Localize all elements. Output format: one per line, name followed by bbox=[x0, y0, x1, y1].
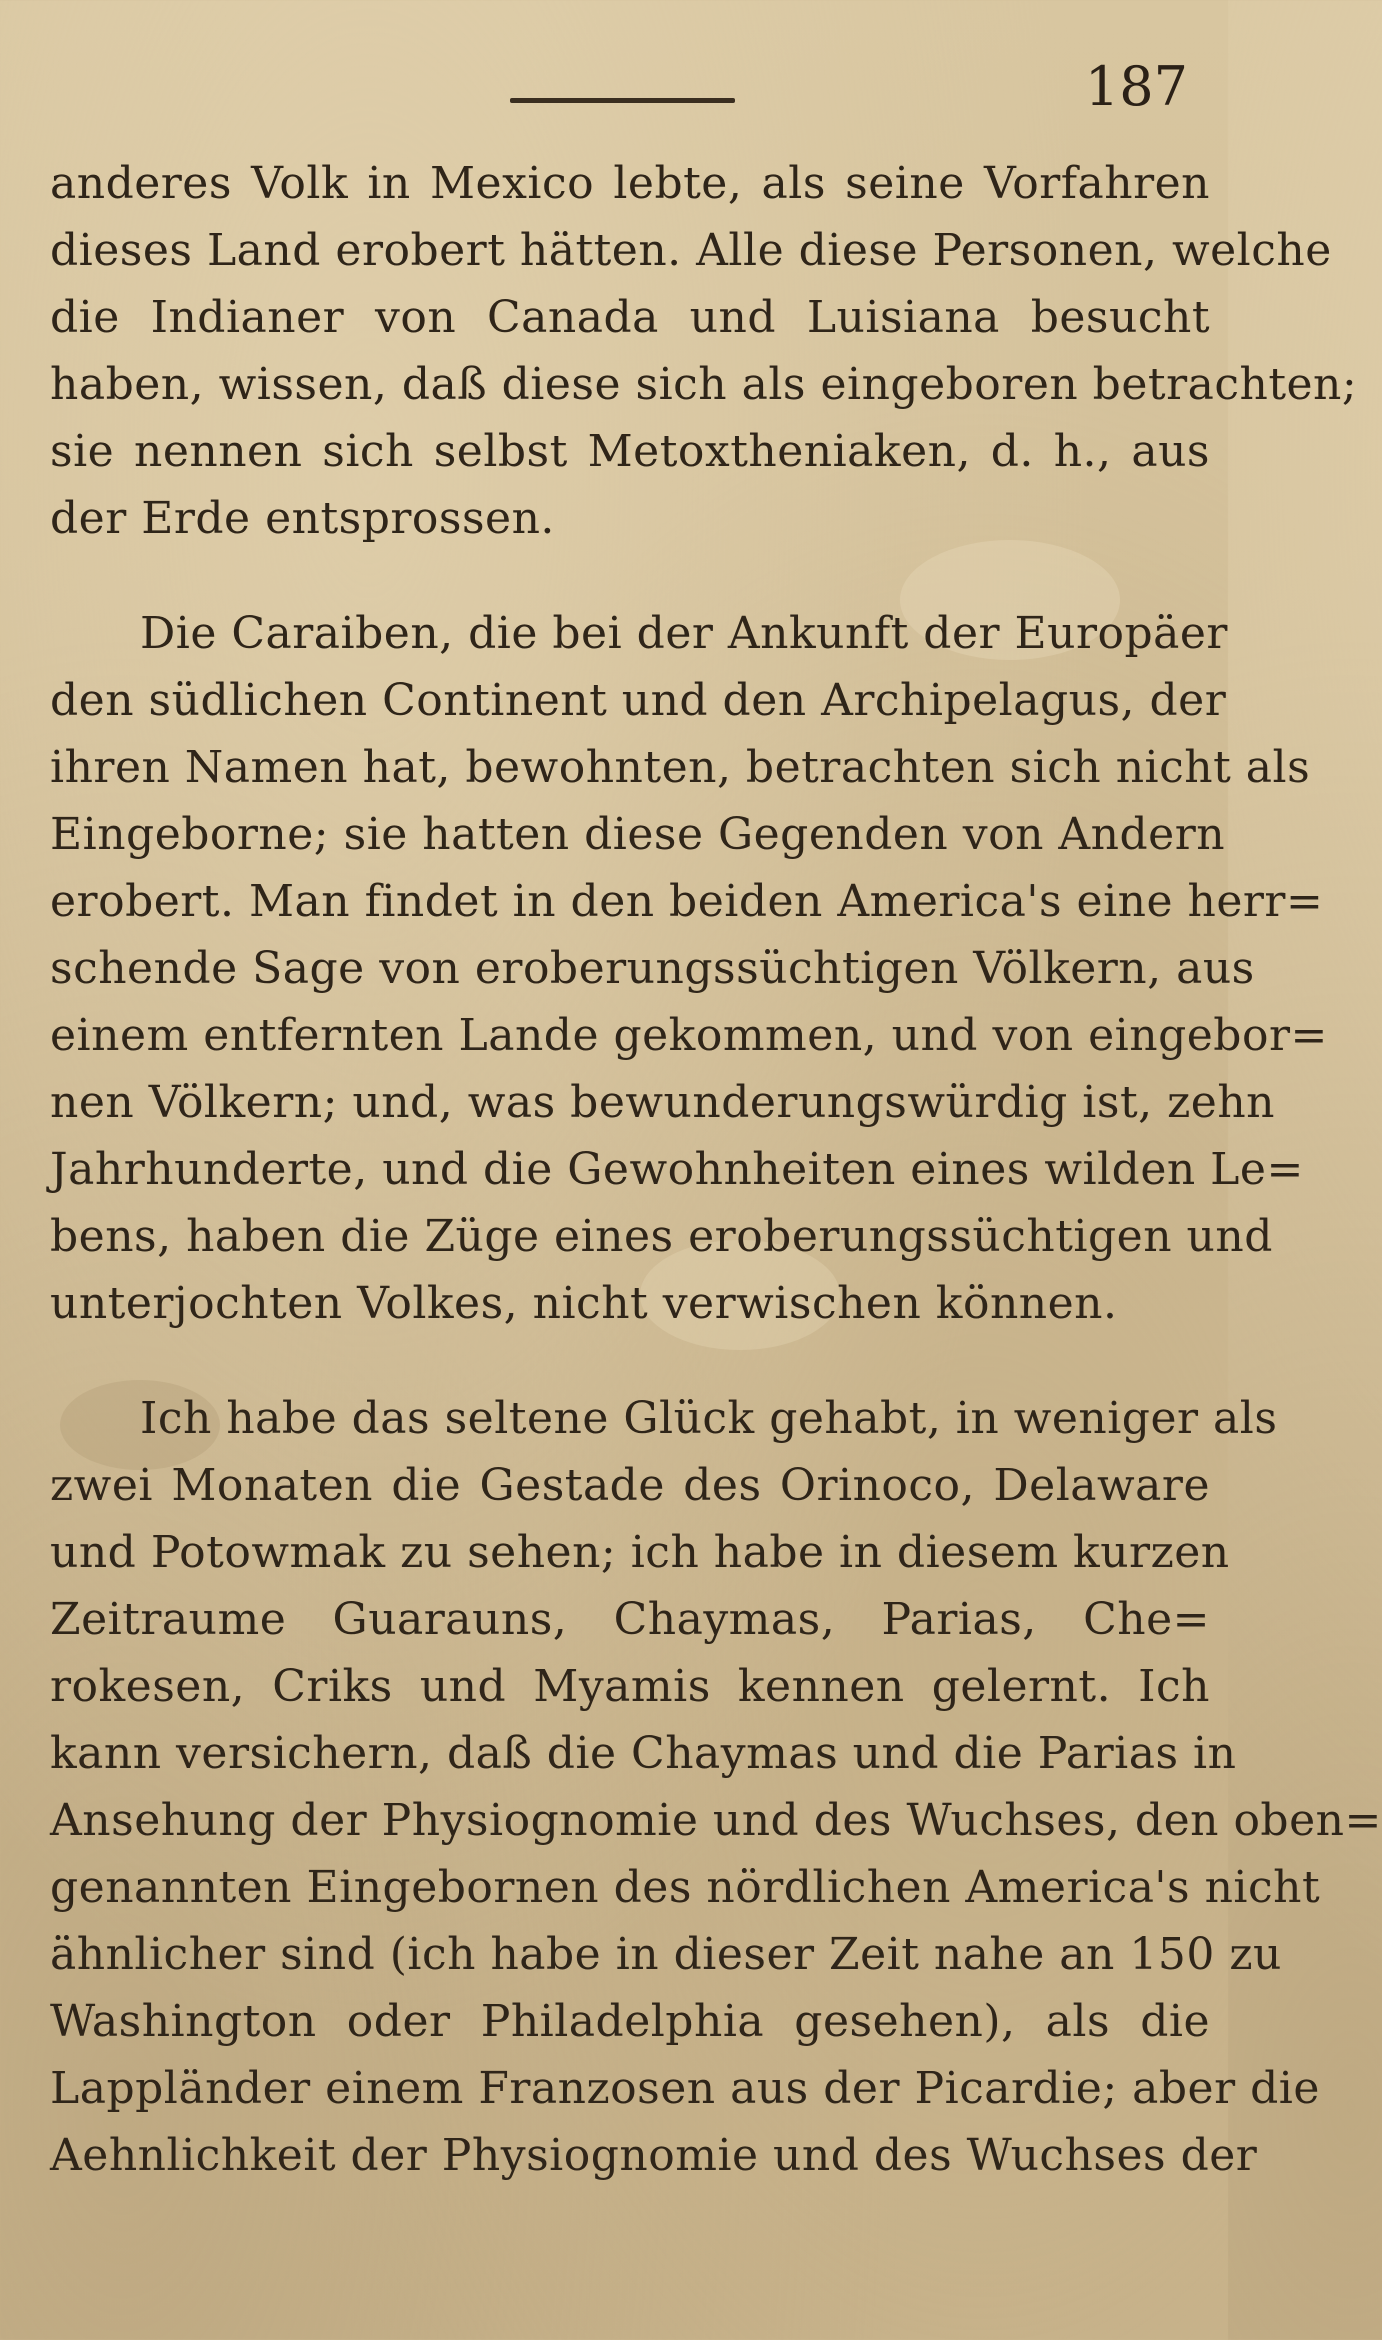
text-line: der Erde entsprossen. bbox=[50, 493, 555, 544]
text-line: dieses Land erobert hätten. Alle diese Personen, welche bbox=[50, 225, 1332, 276]
text-line: ihren Namen hat, bewohnten, betrachten sich nicht als bbox=[50, 742, 1311, 793]
text-line: bens, haben die Züge eines eroberungssüchtigen und bbox=[50, 1211, 1273, 1262]
text-line: unterjochten Volkes, nicht verwischen können. bbox=[50, 1278, 1118, 1329]
body-text bbox=[50, 150, 1382, 2189]
paragraph-1 bbox=[50, 150, 1358, 552]
text-line: Eingeborne; sie hatten diese Gegenden von Andern bbox=[50, 809, 1226, 860]
text-line: kann versichern, daß die Chaymas und die Parias in bbox=[50, 1728, 1237, 1779]
page-number: 187 bbox=[1084, 55, 1188, 118]
text-line: nen Völkern; und, was bewunderungswürdig ist, zehn bbox=[50, 1077, 1275, 1128]
text-line: haben, wissen, daß diese sich als eingeboren betrachten; bbox=[50, 359, 1358, 410]
text-line: genannten Eingebornen des nördlichen America's nicht bbox=[50, 1862, 1321, 1913]
paragraph-2 bbox=[50, 600, 1328, 1337]
text-line: Lappländer einem Franzosen aus der Picardie; aber die bbox=[50, 2063, 1320, 2114]
text-line: rokesen, Criks und Myamis kennen gelernt. Ich bbox=[50, 1661, 1210, 1712]
text-line: Die Caraiben, die bei der Ankunft der Europäer bbox=[140, 608, 1228, 659]
text-line: erobert. Man findet in den beiden America's eine herr= bbox=[50, 876, 1324, 927]
paragraph-3 bbox=[50, 1385, 1382, 2189]
text-line: einem entfernten Lande gekommen, und von eingebor= bbox=[50, 1010, 1328, 1061]
text-line: die Indianer von Canada und Luisiana besucht bbox=[50, 292, 1210, 343]
text-line: Aehnlichkeit der Physiognomie und des Wuchses der bbox=[50, 2130, 1258, 2181]
text-line: den südlichen Continent und den Archipelagus, der bbox=[50, 675, 1227, 726]
text-line: Zeitraume Guarauns, Chaymas, Parias, Che= bbox=[50, 1594, 1210, 1645]
text-line: Washington oder Philadelphia gesehen), als die bbox=[50, 1996, 1210, 2047]
text-line: ähnlicher sind (ich habe in dieser Zeit nahe an 150 zu bbox=[50, 1929, 1282, 1980]
text-line: und Potowmak zu sehen; ich habe in diesem kurzen bbox=[50, 1527, 1230, 1578]
text-line: anderes Volk in Mexico lebte, als seine Vorfahren bbox=[50, 158, 1210, 209]
text-line: Jahrhunderte, und die Gewohnheiten eines wilden Le= bbox=[50, 1144, 1304, 1195]
text-line: sie nennen sich selbst Metoxtheniaken, d. h., aus bbox=[50, 426, 1210, 477]
text-line: Ich habe das seltene Glück gehabt, in weniger als bbox=[140, 1393, 1278, 1444]
header-rule bbox=[510, 98, 735, 103]
text-line: zwei Monaten die Gestade des Orinoco, Delaware bbox=[50, 1460, 1210, 1511]
text-line: schende Sage von eroberungssüchtigen Völkern, aus bbox=[50, 943, 1255, 994]
text-line: Ansehung der Physiognomie und des Wuchses, den oben= bbox=[50, 1795, 1382, 1846]
